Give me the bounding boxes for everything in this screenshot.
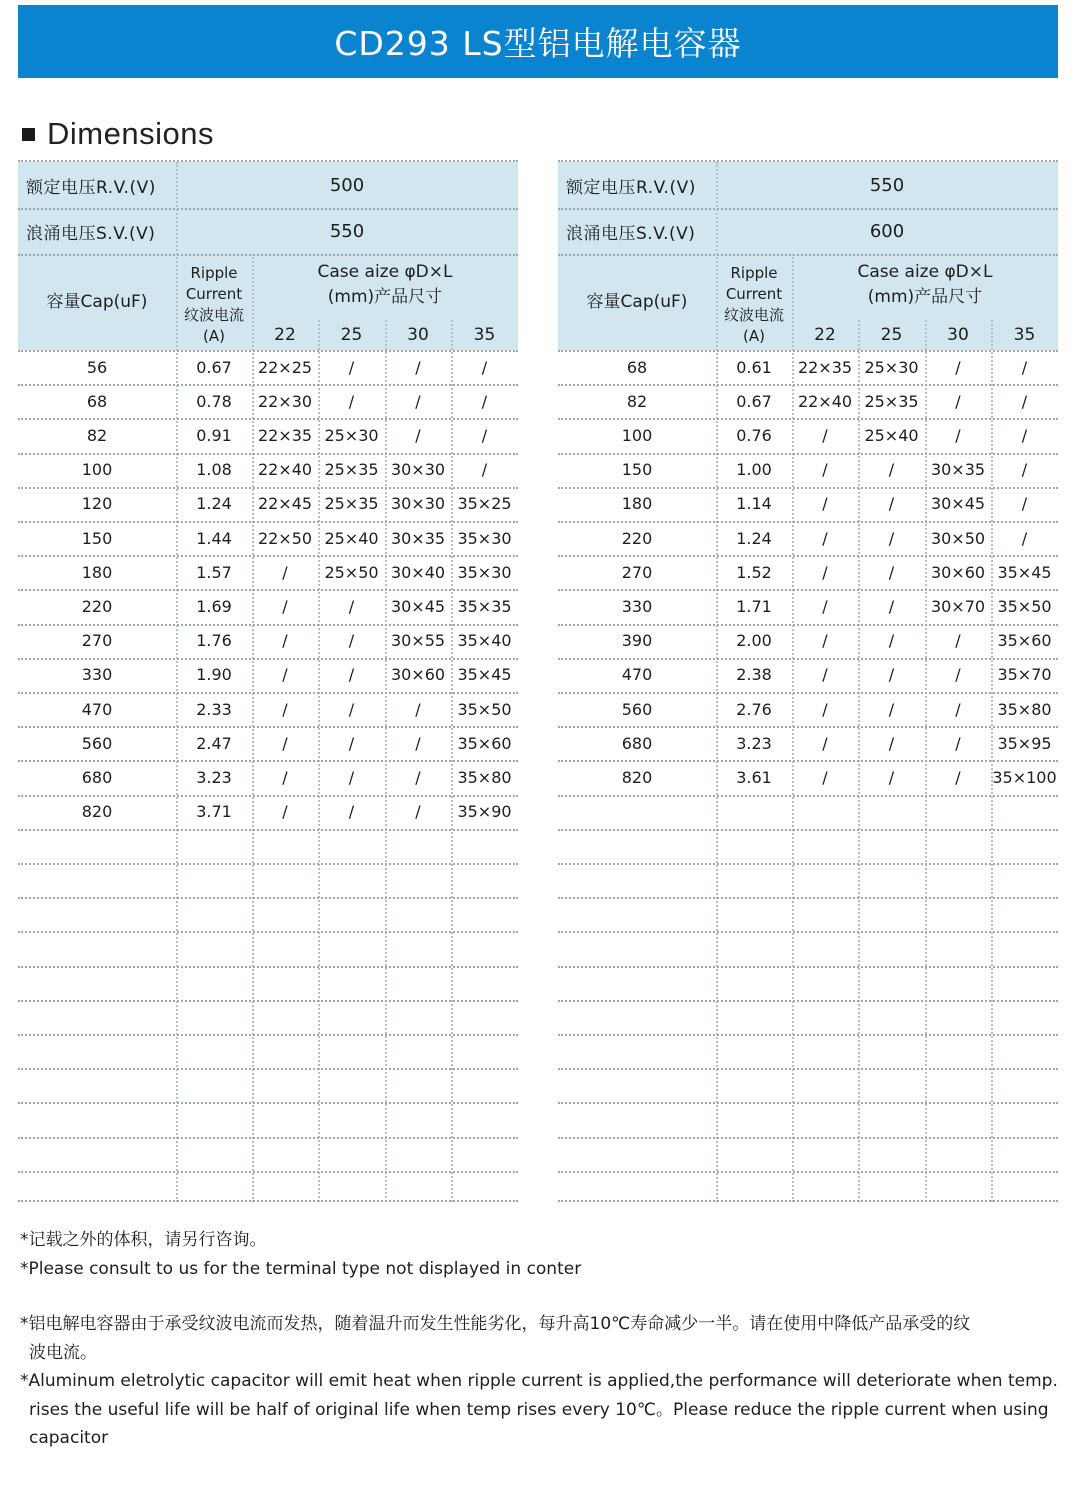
size-cell-25: 25×35 bbox=[324, 460, 379, 480]
size-cell-30: 30×60 bbox=[390, 665, 446, 685]
ripple-current-cell: 1.08 bbox=[196, 460, 232, 480]
size-cell-35: 35×50 bbox=[457, 699, 512, 719]
row-divider bbox=[558, 1102, 1058, 1104]
ripple-current-cell: 0.67 bbox=[196, 357, 232, 377]
size-cell-30: / bbox=[415, 767, 421, 787]
table-row bbox=[18, 453, 518, 487]
ripple-header-line: Current bbox=[725, 285, 783, 303]
capacitance-cell: 390 bbox=[621, 631, 653, 651]
size-cell-22: / bbox=[282, 802, 288, 822]
row-divider bbox=[18, 1102, 518, 1104]
row-divider bbox=[18, 1034, 518, 1036]
ripple-current-cell: 1.90 bbox=[196, 665, 232, 685]
ripple-current-cell: 2.47 bbox=[196, 733, 232, 753]
size-cell-25: 25×40 bbox=[324, 528, 379, 548]
table-row bbox=[558, 760, 1058, 794]
size-cell-25: / bbox=[888, 665, 895, 685]
capacitance-cell: 220 bbox=[621, 528, 653, 548]
capacitance-cell: 470 bbox=[81, 699, 113, 719]
size-cell-25: 25×30 bbox=[324, 425, 379, 445]
size-cell-22: 22×35 bbox=[257, 425, 313, 445]
size-cell-30: / bbox=[955, 733, 961, 753]
diameter-header: 30 bbox=[407, 324, 429, 345]
row-divider bbox=[558, 829, 1058, 831]
note-line: *铝电解电容器由于承受纹波电流而发热，随着温升而发生性能劣化，每升高10℃寿命减少一半。请在使用中降低产品承受的纹 bbox=[20, 1314, 971, 1334]
size-cell-35: / bbox=[481, 425, 488, 445]
table-row bbox=[18, 350, 518, 384]
size-cell-22: / bbox=[822, 733, 828, 753]
size-cell-35: 35×100 bbox=[992, 767, 1057, 787]
note-line: rises the useful life will be half of original life when temp rises every 10℃。Please reduce the ripple current when using bbox=[29, 1399, 1049, 1420]
table-row bbox=[558, 624, 1058, 658]
size-cell-25: / bbox=[888, 699, 895, 719]
capacitance-cell: 220 bbox=[81, 596, 113, 616]
size-cell-25: / bbox=[348, 767, 355, 787]
ripple-header-line: (A) bbox=[743, 327, 765, 345]
note-block-size bbox=[20, 1226, 1070, 1283]
row-divider bbox=[558, 795, 1058, 797]
table-row bbox=[558, 692, 1058, 726]
note-line: capacitor bbox=[29, 1428, 109, 1448]
size-cell-30: 30×60 bbox=[930, 562, 986, 582]
rated-voltage-label: 额定电压R.V.(V) bbox=[566, 177, 696, 198]
section-heading bbox=[22, 116, 214, 152]
size-cell-22: 22×40 bbox=[257, 460, 313, 480]
capacitance-cell: 150 bbox=[81, 528, 113, 548]
note-line: *Please consult to us for the terminal type not displayed in conter bbox=[20, 1258, 582, 1279]
size-cell-30: 30×30 bbox=[390, 494, 446, 514]
row-divider bbox=[558, 966, 1058, 968]
diameter-header: 22 bbox=[814, 324, 836, 345]
capacitance-cell: 560 bbox=[621, 699, 653, 719]
size-cell-25: / bbox=[348, 733, 355, 753]
table-row bbox=[18, 555, 518, 589]
row-divider bbox=[18, 1137, 518, 1139]
size-cell-25: / bbox=[888, 460, 895, 480]
size-cell-30: / bbox=[955, 391, 961, 411]
size-cell-35: 35×45 bbox=[457, 665, 512, 685]
note-line: 波电流。 bbox=[29, 1342, 97, 1363]
capacitance-cell: 270 bbox=[621, 562, 653, 582]
size-cell-30: / bbox=[955, 767, 961, 787]
size-cell-25: / bbox=[348, 631, 355, 651]
ripple-current-cell: 3.61 bbox=[736, 767, 772, 787]
ripple-current-cell: 1.00 bbox=[736, 460, 772, 480]
diameter-header: 25 bbox=[340, 324, 363, 345]
size-cell-35: 35×60 bbox=[997, 631, 1052, 651]
size-cell-22: / bbox=[282, 733, 288, 753]
ripple-current-cell: 1.76 bbox=[196, 631, 232, 651]
size-cell-35: 35×95 bbox=[997, 733, 1052, 753]
row-divider bbox=[18, 863, 518, 865]
table-row bbox=[18, 521, 518, 555]
capacitance-cell: 120 bbox=[81, 494, 113, 514]
case-size-header bbox=[792, 260, 1058, 310]
ripple-current-cell: 3.23 bbox=[736, 733, 772, 753]
table-row bbox=[558, 589, 1058, 623]
row-divider bbox=[18, 931, 518, 933]
case-header-line: Case aize φD×L bbox=[317, 262, 453, 282]
ripple-current-cell: 2.76 bbox=[736, 699, 772, 719]
size-cell-35: / bbox=[1021, 460, 1028, 480]
size-cell-25: / bbox=[888, 494, 895, 514]
ripple-header-line: Ripple bbox=[190, 264, 238, 282]
row-divider bbox=[558, 1000, 1058, 1002]
capacitance-cell: 680 bbox=[81, 767, 113, 787]
ripple-current-cell: 1.69 bbox=[196, 596, 232, 616]
size-cell-30: / bbox=[955, 699, 961, 719]
size-cell-35: / bbox=[481, 357, 488, 377]
capacitance-cell: 330 bbox=[81, 665, 113, 685]
ripple-current-cell: 1.71 bbox=[736, 596, 772, 616]
capacitance-cell: 100 bbox=[81, 460, 113, 480]
ripple-current-cell: 0.78 bbox=[196, 391, 232, 411]
size-cell-35: 35×30 bbox=[457, 528, 512, 548]
ripple-current-cell: 2.33 bbox=[196, 699, 232, 719]
size-cell-22: / bbox=[822, 596, 828, 616]
capacitance-cell: 150 bbox=[621, 460, 653, 480]
capacitance-cell: 560 bbox=[81, 733, 113, 753]
size-cell-22: 22×35 bbox=[797, 357, 853, 377]
size-cell-30: 30×70 bbox=[930, 596, 986, 616]
surge-voltage-label: 浪涌电压S.V.(V) bbox=[566, 223, 696, 244]
size-cell-30: / bbox=[415, 425, 421, 445]
title-banner bbox=[18, 5, 1058, 78]
ripple-header-line: (A) bbox=[203, 327, 225, 345]
diameter-header: 30 bbox=[947, 324, 969, 345]
size-cell-35: / bbox=[1021, 357, 1028, 377]
section-title: Dimensions bbox=[47, 116, 214, 151]
size-cell-25: 25×35 bbox=[864, 391, 919, 411]
size-cell-35: / bbox=[1021, 391, 1028, 411]
size-cell-22: / bbox=[822, 665, 828, 685]
size-cell-22: / bbox=[822, 460, 828, 480]
surge-voltage-label: 浪涌电压S.V.(V) bbox=[26, 223, 156, 244]
ripple-current-cell: 0.91 bbox=[196, 425, 232, 445]
size-cell-22: 22×45 bbox=[257, 494, 313, 514]
size-cell-25: / bbox=[888, 562, 895, 582]
dimensions-table-500v bbox=[18, 160, 518, 1200]
size-cell-30: 30×40 bbox=[390, 562, 446, 582]
size-cell-30: 30×45 bbox=[390, 596, 446, 616]
size-cell-30: / bbox=[415, 391, 421, 411]
size-cell-22: / bbox=[822, 699, 828, 719]
dimensions-table-550v bbox=[558, 160, 1058, 1200]
size-cell-30: 30×35 bbox=[390, 528, 446, 548]
ripple-current-cell: 1.24 bbox=[196, 494, 232, 514]
capacitance-cell: 100 bbox=[621, 425, 653, 445]
row-divider bbox=[558, 931, 1058, 933]
case-header-line: (mm)产品尺寸 bbox=[327, 287, 443, 307]
ripple-current-cell: 1.44 bbox=[196, 528, 232, 548]
size-cell-22: 22×25 bbox=[257, 357, 313, 377]
size-cell-22: / bbox=[282, 767, 288, 787]
capacitance-cell: 68 bbox=[626, 357, 648, 377]
size-cell-35: 35×50 bbox=[997, 596, 1052, 616]
table-row bbox=[18, 692, 518, 726]
size-cell-35: 35×60 bbox=[457, 733, 512, 753]
size-cell-25: / bbox=[888, 733, 895, 753]
size-cell-25: / bbox=[348, 596, 355, 616]
table-row bbox=[18, 624, 518, 658]
row-divider bbox=[18, 1068, 518, 1070]
size-cell-30: 30×30 bbox=[390, 460, 446, 480]
size-cell-25: 25×30 bbox=[864, 357, 919, 377]
ripple-current-header bbox=[716, 260, 792, 350]
size-cell-22: 22×30 bbox=[257, 391, 313, 411]
ripple-current-cell: 2.38 bbox=[736, 665, 772, 685]
capacitance-cell: 470 bbox=[621, 665, 653, 685]
size-cell-22: / bbox=[822, 562, 828, 582]
case-size-header bbox=[252, 260, 518, 310]
ripple-current-cell: 3.23 bbox=[196, 767, 232, 787]
table-row bbox=[558, 350, 1058, 384]
ripple-header-line: Current bbox=[185, 285, 243, 303]
row-divider bbox=[558, 1200, 1058, 1202]
square-bullet-icon bbox=[22, 128, 35, 141]
note-line: *记载之外的体积，请另行咨询。 bbox=[20, 1230, 267, 1250]
size-cell-30: 30×35 bbox=[930, 460, 986, 480]
size-cell-35: 35×80 bbox=[997, 699, 1052, 719]
case-header-line: Case aize φD×L bbox=[857, 262, 993, 282]
size-cell-25: 25×35 bbox=[324, 494, 379, 514]
ripple-current-cell: 1.57 bbox=[196, 562, 232, 582]
ripple-current-cell: 0.76 bbox=[736, 425, 772, 445]
size-cell-35: / bbox=[481, 391, 488, 411]
size-cell-30: / bbox=[955, 357, 961, 377]
row-divider bbox=[558, 1137, 1058, 1139]
size-cell-25: / bbox=[348, 391, 355, 411]
size-cell-30: 30×50 bbox=[930, 528, 986, 548]
capacitance-cell: 82 bbox=[86, 425, 108, 445]
ripple-current-cell: 0.61 bbox=[736, 357, 772, 377]
size-cell-22: / bbox=[822, 767, 828, 787]
table-row bbox=[18, 760, 518, 794]
table-row bbox=[18, 384, 518, 418]
ripple-header-line: 纹波电流 bbox=[723, 306, 784, 324]
size-cell-35: / bbox=[1021, 528, 1028, 548]
capacitance-cell: 180 bbox=[621, 494, 653, 514]
row-divider bbox=[558, 1171, 1058, 1173]
table-row bbox=[558, 521, 1058, 555]
capacitance-cell: 820 bbox=[81, 802, 113, 822]
table-row bbox=[558, 453, 1058, 487]
table-row bbox=[558, 726, 1058, 760]
capacitance-cell: 820 bbox=[621, 767, 653, 787]
page-title: CD293 LS型铝电解电容器 bbox=[334, 24, 742, 63]
size-cell-35: 35×25 bbox=[457, 494, 512, 514]
size-cell-35: 35×35 bbox=[457, 596, 512, 616]
size-cell-22: 22×40 bbox=[797, 391, 853, 411]
size-cell-35: 35×90 bbox=[457, 802, 512, 822]
size-cell-35: 35×70 bbox=[997, 665, 1052, 685]
row-divider bbox=[18, 966, 518, 968]
capacitance-header: 容量Cap(uF) bbox=[46, 291, 148, 312]
size-cell-30: 30×55 bbox=[390, 631, 446, 651]
size-cell-22: 22×50 bbox=[257, 528, 313, 548]
size-cell-35: / bbox=[1021, 425, 1028, 445]
size-cell-22: / bbox=[822, 494, 828, 514]
size-cell-25: / bbox=[348, 802, 355, 822]
diameter-header: 22 bbox=[274, 324, 296, 345]
size-cell-35: / bbox=[481, 460, 488, 480]
size-cell-35: 35×80 bbox=[457, 767, 512, 787]
size-cell-22: / bbox=[282, 631, 288, 651]
size-cell-35: 35×40 bbox=[457, 631, 512, 651]
ripple-current-cell: 0.67 bbox=[736, 391, 772, 411]
size-cell-22: / bbox=[822, 528, 828, 548]
row-divider bbox=[18, 897, 518, 899]
size-cell-22: / bbox=[282, 699, 288, 719]
size-cell-25: / bbox=[888, 528, 895, 548]
size-cell-30: / bbox=[955, 631, 961, 651]
size-cell-30: / bbox=[955, 665, 961, 685]
size-cell-22: / bbox=[282, 562, 288, 582]
size-cell-30: / bbox=[415, 699, 421, 719]
surge-voltage-value: 550 bbox=[329, 220, 365, 242]
capacitance-cell: 270 bbox=[81, 631, 113, 651]
table-row bbox=[558, 658, 1058, 692]
table-row bbox=[558, 384, 1058, 418]
ripple-current-cell: 1.14 bbox=[736, 494, 772, 514]
row-divider bbox=[18, 1000, 518, 1002]
size-cell-30: / bbox=[415, 802, 421, 822]
size-cell-35: 35×30 bbox=[457, 562, 512, 582]
surge-voltage-value: 600 bbox=[869, 220, 905, 242]
size-cell-35: / bbox=[1021, 494, 1028, 514]
diameter-header: 35 bbox=[1013, 324, 1036, 345]
size-cell-30: / bbox=[955, 425, 961, 445]
row-divider bbox=[558, 897, 1058, 899]
table-row bbox=[18, 726, 518, 760]
rated-voltage-value: 500 bbox=[329, 174, 365, 196]
size-cell-25: / bbox=[888, 631, 895, 651]
size-cell-25: / bbox=[348, 699, 355, 719]
row-divider bbox=[18, 1171, 518, 1173]
size-cell-25: / bbox=[348, 357, 355, 377]
capacitance-cell: 180 bbox=[81, 562, 113, 582]
table-row bbox=[558, 555, 1058, 589]
capacitance-cell: 330 bbox=[621, 596, 653, 616]
rated-voltage-value: 550 bbox=[869, 174, 905, 196]
ripple-current-header bbox=[176, 260, 252, 350]
size-cell-35: 35×45 bbox=[997, 562, 1052, 582]
table-row bbox=[18, 589, 518, 623]
size-cell-25: 25×40 bbox=[864, 425, 919, 445]
size-cell-25: / bbox=[888, 596, 895, 616]
ripple-current-cell: 1.24 bbox=[736, 528, 772, 548]
size-cell-22: / bbox=[822, 425, 828, 445]
ripple-current-cell: 2.00 bbox=[736, 631, 772, 651]
case-header-line: (mm)产品尺寸 bbox=[867, 287, 983, 307]
notes bbox=[20, 1226, 1070, 1480]
table-row bbox=[18, 795, 518, 829]
rated-voltage-label: 额定电压R.V.(V) bbox=[26, 177, 156, 198]
note-line: *Aluminum eletrolytic capacitor will emit heat when ripple current is applied,the performance will deteriorate when temp. bbox=[20, 1371, 1058, 1391]
ripple-current-cell: 1.52 bbox=[736, 562, 772, 582]
ripple-header-line: Ripple bbox=[730, 264, 778, 282]
row-divider bbox=[558, 1068, 1058, 1070]
size-cell-30: / bbox=[415, 357, 421, 377]
capacitance-cell: 82 bbox=[626, 391, 648, 411]
table-row bbox=[18, 487, 518, 521]
diameter-header: 35 bbox=[473, 324, 496, 345]
ripple-current-cell: 3.71 bbox=[196, 802, 232, 822]
capacitance-cell: 680 bbox=[621, 733, 653, 753]
size-cell-25: / bbox=[888, 767, 895, 787]
table-row bbox=[558, 418, 1058, 452]
table-row bbox=[18, 418, 518, 452]
ripple-header-line: 纹波电流 bbox=[183, 306, 244, 324]
capacitance-header: 容量Cap(uF) bbox=[586, 291, 688, 312]
size-cell-30: 30×45 bbox=[930, 494, 986, 514]
size-cell-25: / bbox=[348, 665, 355, 685]
size-cell-22: / bbox=[282, 665, 288, 685]
capacitance-cell: 68 bbox=[86, 391, 108, 411]
capacitance-cell: 56 bbox=[86, 357, 108, 377]
table-row bbox=[18, 658, 518, 692]
row-divider bbox=[558, 1034, 1058, 1036]
row-divider bbox=[18, 829, 518, 831]
table-row bbox=[558, 487, 1058, 521]
row-divider bbox=[558, 863, 1058, 865]
note-block-ripple bbox=[20, 1310, 1070, 1453]
diameter-header: 25 bbox=[880, 324, 903, 345]
row-divider bbox=[18, 1200, 518, 1202]
size-cell-22: / bbox=[822, 631, 828, 651]
size-cell-22: / bbox=[282, 596, 288, 616]
size-cell-25: 25×50 bbox=[324, 562, 379, 582]
size-cell-30: / bbox=[415, 733, 421, 753]
